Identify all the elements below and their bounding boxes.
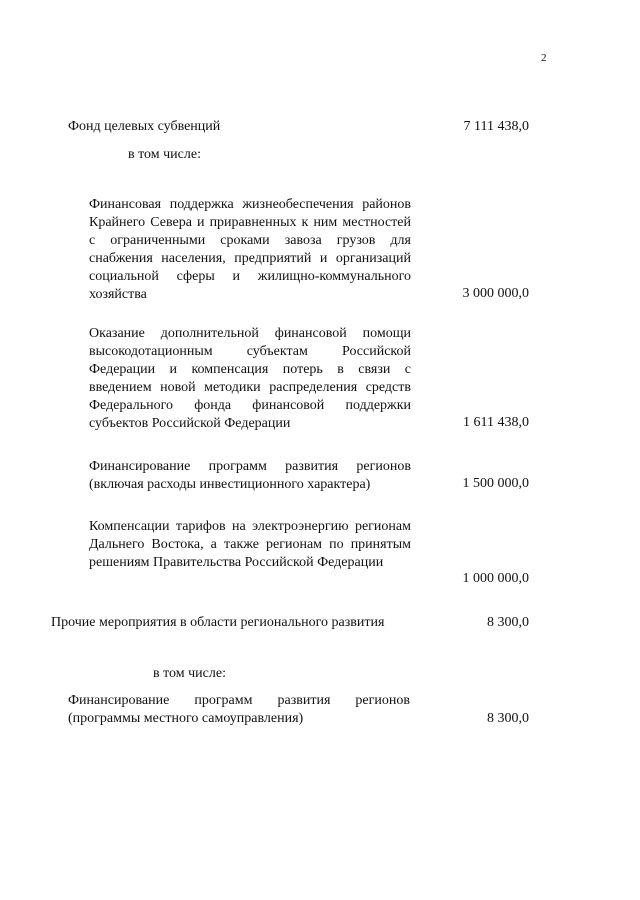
fund-item-text: Оказание дополнительной финансовой помощи высокодотационным субъектам Российской Федерации и компенсация потерь в связи с введением новой методики распределения средств Федерального фонда финансовой поддержки субъектов Российской Федерации [89,326,411,431]
other-label: Прочие мероприятия в области регионального развития [51,615,385,630]
other-including-label: в том числе: [153,666,226,681]
other-item-text: Финансирование программ развития регионов (программы местного самоуправления) [68,693,410,726]
fund-amount: 7 111 438,0 [463,119,529,134]
fund-including-label: в том числе: [128,147,201,162]
fund-item-text: Компенсации тарифов на электроэнергию регионам Дальнего Востока, а также регионам по принятым решениям Правительства Российской Федерации [89,519,411,570]
fund-item-text: Финансовая поддержка жизнеобеспечения районов Крайнего Севера и приравненных к ним местностей с ограниченными сроками завоза грузов для снабжения населения, предприятий и организаций социальной сферы и жилищно-коммунального хозяйства [89,197,411,302]
fund-item-amount: 1 000 000,0 [462,571,529,586]
other-amount: 8 300,0 [487,615,529,630]
fund-item-amount: 1 500 000,0 [462,476,529,491]
fund-label: Фонд целевых субвенций [68,119,221,134]
fund-item-amount: 3 000 000,0 [462,286,529,301]
page-number: 2 [541,52,547,64]
fund-item-amount: 1 611 438,0 [463,415,529,430]
fund-item-text: Финансирование программ развития регионов (включая расходы инвестиционного характера) [89,459,411,492]
other-item-amount: 8 300,0 [487,711,529,726]
